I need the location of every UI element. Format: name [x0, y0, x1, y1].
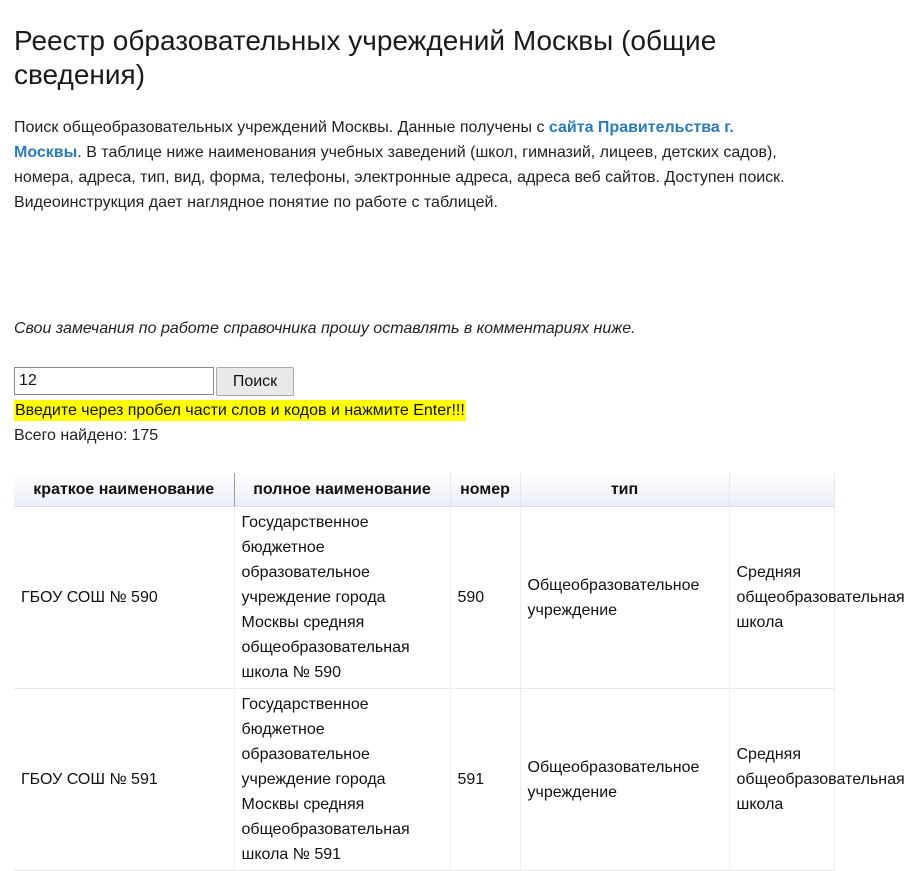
search-button[interactable]: Поиск	[216, 367, 294, 396]
column-header-full-name[interactable]: полное наименование	[234, 473, 450, 507]
intro-paragraph	[14, 115, 804, 215]
cell-short-name: ГБОУ СОШ № 590	[14, 507, 234, 689]
table-row	[14, 689, 834, 871]
cell-number: 591	[450, 689, 520, 871]
results-total	[14, 425, 158, 447]
search-hint: Введите через пробел части слов и кодов и нажмите Enter!!!	[15, 402, 465, 419]
column-header-kind[interactable]	[729, 473, 834, 507]
cell-type: Общеобразовательное учреждение	[520, 689, 729, 871]
cell-number: 590	[450, 507, 520, 689]
column-header-short-name[interactable]: краткое наименование	[14, 473, 234, 507]
cell-full-name: Государственное бюджетное образовательное учреждение города Москвы средняя общеобразовательная школа № 590	[234, 507, 450, 689]
intro-text-before: Поиск общеобразовательных учреждений Москвы. Данные получены с	[14, 119, 549, 136]
cell-type: Общеобразовательное учреждение	[520, 507, 729, 689]
results-total-count: 175	[131, 427, 159, 444]
column-header-number[interactable]: номер	[450, 473, 520, 507]
results-table-viewport[interactable]	[14, 473, 905, 863]
cell-short-name: ГБОУ СОШ № 591	[14, 689, 234, 871]
table-header-row	[14, 473, 834, 507]
table-row	[14, 507, 834, 689]
column-header-type[interactable]: тип	[520, 473, 729, 507]
cell-full-name: Государственное бюджетное образовательное учреждение города Москвы средняя общеобразовательная школа № 591	[234, 689, 450, 871]
cell-kind: Средняя общеобразовательная школа	[729, 689, 834, 871]
intro-text-after: . В таблице ниже наименования учебных заведений (школ, гимназий, лицеев, детских садов), номера, адреса, тип, вид, форма, телефоны, электронные адреса, адреса веб сайтов. Доступен поиск. Видеоинструкция дает наглядное понятие по работе с таблицей.	[14, 144, 785, 211]
results-total-label: Всего найдено:	[14, 427, 128, 444]
results-table	[14, 473, 905, 871]
search-input[interactable]	[14, 367, 214, 395]
government-site-link[interactable]: сайта Правительства г. Москвы	[14, 119, 734, 161]
cell-kind: Средняя общеобразовательная школа	[729, 507, 834, 689]
comments-note: Свои замечания по работе справочника прошу оставлять в комментариях ниже.	[14, 320, 636, 337]
page-title: Реестр образовательных учреждений Москвы (общие сведения)	[14, 25, 717, 90]
